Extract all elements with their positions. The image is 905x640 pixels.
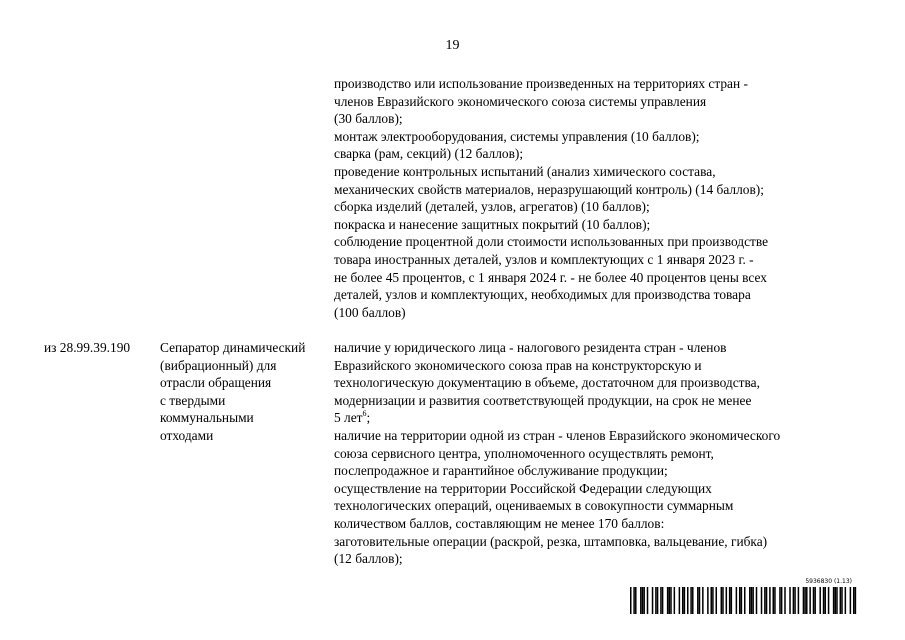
barcode-bar	[655, 587, 657, 614]
barcode-bar	[794, 587, 796, 614]
barcode-bar	[809, 587, 811, 614]
requirement-line: наличие на территории одной из стран - членов Евразийского экономического	[334, 427, 781, 443]
barcode-bar	[773, 587, 775, 614]
continuation-line: производство или использование произведенных на территориях стран -	[334, 76, 748, 91]
continuation-line: сборка изделий (деталей, узлов, агрегатов) (10 баллов);	[334, 199, 650, 215]
barcode-bar	[684, 587, 686, 614]
barcode-bar	[726, 587, 728, 614]
barcode-bar	[751, 587, 753, 614]
requirements-text	[334, 339, 780, 568]
barcode-bar	[643, 587, 645, 614]
barcode-bar	[640, 587, 642, 614]
requirement-line: технологическую документацию в объеме, достаточном для производства,	[334, 375, 760, 391]
barcode-bar	[781, 587, 783, 614]
requirement-line: осуществление на территории Российской Федерации следующих	[334, 480, 712, 496]
barcode-bar	[642, 587, 644, 614]
barcode-bar	[813, 587, 815, 614]
barcode-bar	[798, 587, 800, 614]
barcode-bar	[687, 587, 689, 614]
barcode-bar	[647, 587, 649, 614]
barcode-bar	[855, 587, 857, 614]
okpd-code	[44, 339, 130, 357]
requirement-line: послепродажное и гарантийное обслуживание продукции;	[334, 463, 668, 479]
barcode-bar	[722, 587, 724, 614]
continuation-line: монтаж электрооборудования, системы управления (10 баллов);	[334, 128, 700, 144]
barcode-bar	[697, 587, 699, 614]
barcode-bar	[736, 587, 738, 614]
barcode-bar	[657, 587, 659, 614]
product-name-line: Сепаратор динамический	[160, 340, 306, 355]
barcode-bar	[702, 587, 704, 614]
barcode-bar	[814, 587, 816, 614]
requirement-line: количеством баллов, составляющим не менее 170 баллов:	[334, 515, 665, 531]
requirement-line: Евразийского экономического союза прав на конструкторскую и	[334, 357, 702, 373]
barcode-bar	[833, 587, 835, 614]
barcode-bar	[670, 587, 672, 614]
barcode-bar	[804, 587, 806, 614]
barcode-bar	[806, 587, 808, 614]
barcode-bar	[712, 587, 714, 614]
barcode-bar	[710, 587, 712, 614]
continuation-line: покраска и нанесение защитных покрытий (10 баллов);	[334, 216, 651, 232]
barcode-bar	[707, 587, 709, 614]
continuation-line: проведение контрольных испытаний (анализ химического состава,	[334, 163, 716, 179]
product-name-line: с твердыми	[160, 392, 226, 408]
barcode-bar	[674, 587, 676, 614]
continuation-line: (100 баллов)	[334, 304, 406, 320]
barcode-bar	[784, 587, 786, 614]
continuation-line: сварка (рам, секций) (12 баллов);	[334, 146, 524, 162]
barcode-bar	[752, 587, 754, 614]
barcode-bar	[853, 587, 855, 614]
barcode-bar	[819, 587, 821, 614]
barcode-bar	[803, 587, 805, 614]
barcode-bar	[769, 587, 771, 614]
product-name-line: отходами	[160, 427, 214, 443]
requirement-line: заготовительные операции (раскрой, резка, штамповка, вальцевание, гибка)	[334, 533, 768, 549]
barcode-bar	[716, 587, 718, 614]
requirement-line: технологических операций, оцениваемых в совокупности суммарным	[334, 498, 734, 514]
barcode-bar	[841, 587, 843, 614]
barcode-bar	[749, 587, 751, 614]
barcode-bar	[669, 587, 671, 614]
barcode-bar	[679, 587, 681, 614]
continuation-line: не более 45 процентов, с 1 января 2024 г. - не более 40 процентов цены всех	[334, 269, 767, 285]
barcode-caption: 5936830 (1.13)	[805, 578, 852, 585]
barcode-bar	[699, 587, 701, 614]
barcode-bar	[633, 587, 635, 614]
barcode-bar	[850, 587, 852, 614]
barcode	[630, 578, 858, 614]
barcode-bar	[840, 587, 842, 614]
requirement-term-text: 5 лет	[334, 410, 363, 426]
barcode-bar	[682, 587, 684, 614]
barcode-bar	[823, 587, 825, 614]
barcode-bar	[721, 587, 723, 614]
product-name-line: коммунальными	[160, 410, 254, 426]
barcode-bar	[761, 587, 763, 614]
barcode-bar	[779, 587, 781, 614]
requirement-line: наличие у юридического лица - налогового резидента стран - членов	[334, 340, 727, 355]
barcode-bar	[744, 587, 746, 614]
barcode-bar	[652, 587, 654, 614]
requirement-line: модернизации и развития соответствующей продукции, на срок не менее	[334, 392, 752, 408]
continuation-text	[334, 75, 768, 321]
continuation-line: деталей, узлов и комплектующих, необходимых для производства товара	[334, 287, 751, 303]
barcode-bar	[729, 587, 731, 614]
requirement-term-tail: ;	[366, 410, 371, 426]
barcode-bar	[764, 587, 766, 614]
barcode-bar	[836, 587, 838, 614]
barcode-bar	[662, 587, 664, 614]
barcode-image	[630, 587, 858, 614]
barcode-bar	[774, 587, 776, 614]
barcode-bar	[692, 587, 694, 614]
continuation-line: (30 баллов);	[334, 111, 403, 127]
requirement-line: союза сервисного центра, уполномоченного осуществлять ремонт,	[334, 445, 714, 461]
barcode-bar	[845, 587, 847, 614]
product-name	[160, 339, 305, 445]
requirement-line: (12 баллов);	[334, 551, 403, 567]
continuation-line: членов Евразийского экономического союза системы управления	[334, 93, 707, 109]
barcode-bar	[690, 587, 692, 614]
product-name-line: (вибрационный) для	[160, 357, 277, 373]
requirement-line-with-footnote	[334, 409, 780, 427]
continuation-line: товара иностранных деталей, узлов и комплектующих с 1 января 2023 г. -	[334, 251, 754, 267]
barcode-bar	[824, 587, 826, 614]
barcode-bar	[789, 587, 791, 614]
barcode-bar	[835, 587, 837, 614]
barcode-bar	[756, 587, 758, 614]
footnote-reference: 6	[362, 409, 367, 419]
barcode-bar	[739, 587, 741, 614]
barcode-bar	[828, 587, 830, 614]
page-number: 19	[445, 38, 460, 53]
okpd-code-text: из 28.99.39.190	[44, 340, 131, 355]
continuation-line: механических свойств материалов, неразрушающий контроль) (14 баллов);	[334, 181, 764, 197]
continuation-line: соблюдение процентной доли стоимости использованных при производстве	[334, 234, 769, 250]
barcode-bar	[741, 587, 743, 614]
barcode-bar	[635, 587, 637, 614]
barcode-bar	[766, 587, 768, 614]
barcode-bar	[660, 587, 662, 614]
barcode-bar	[793, 587, 795, 614]
product-name-line: отрасли обращения	[160, 375, 272, 391]
barcode-bar	[731, 587, 733, 614]
barcode-bar	[667, 587, 669, 614]
barcode-bar	[630, 587, 632, 614]
